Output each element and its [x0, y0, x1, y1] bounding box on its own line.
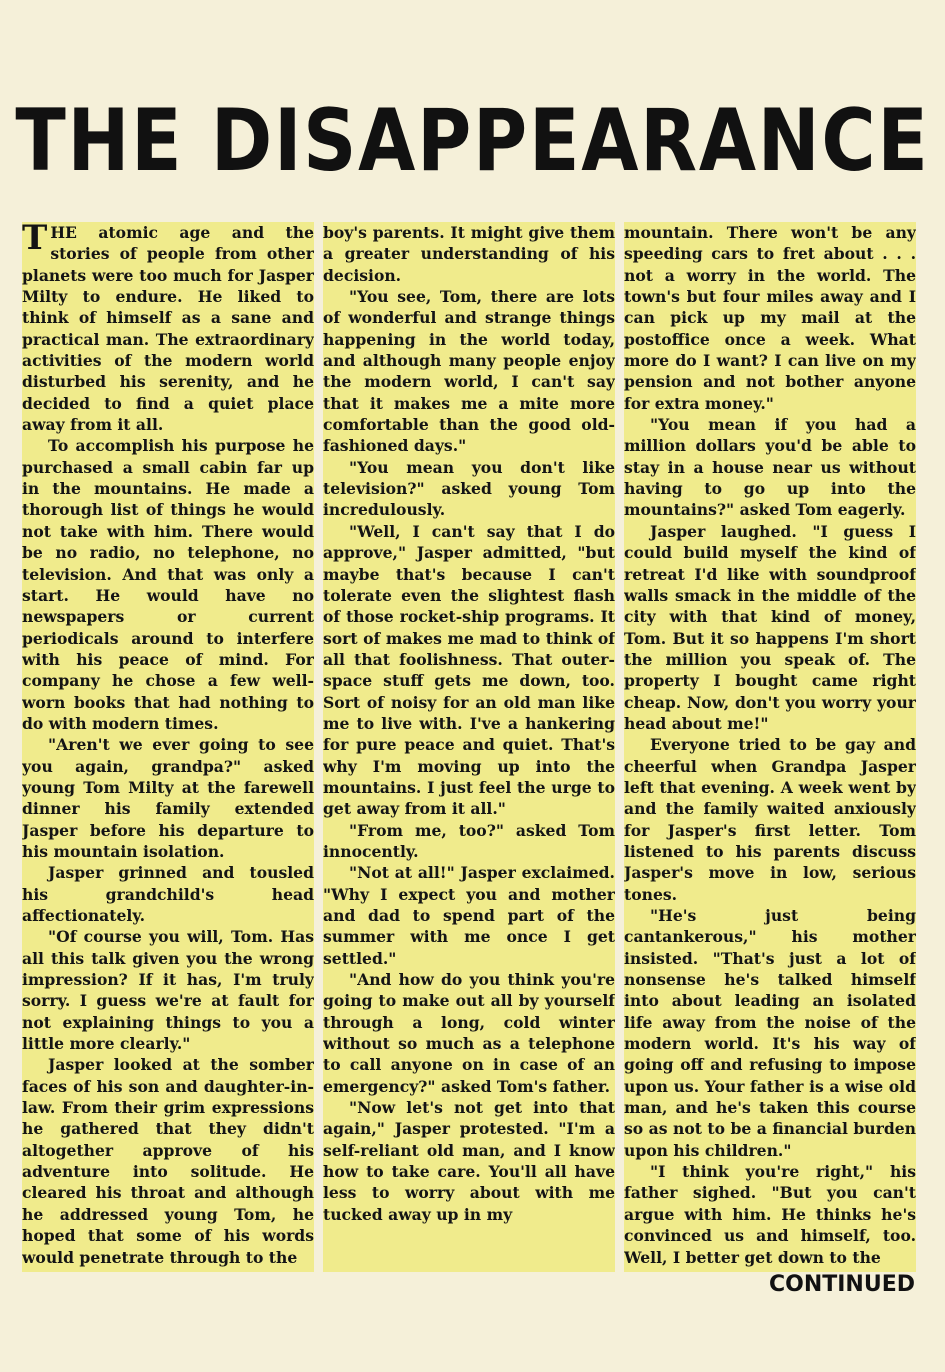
text-column-1 — [22, 222, 314, 1272]
paragraph: Jasper laughed. "I guess I could build myself the kind of retreat I'd like with soundproof walls smack in the middle of the city with that kind of money, Tom. But it so happens I'm short the million you speak of. The property I bought came right cheap. Now, don't you worry your head about me!" — [624, 521, 916, 733]
paragraph: "And how do you think you're going to make out all by yourself through a long, cold winter without so much as a telephone to call anyone on in case of an emergency?" asked Tom's father. — [323, 970, 615, 1096]
paragraph: "Now let's not get into that again," Jasper protested. "I'm a self-reliant old man, and I know how to take care. You'll all have less to worry about with me tucked away up in my — [323, 1098, 615, 1224]
story-title: THE DISAPPEARANCE — [15, 91, 930, 191]
paragraph: To accomplish his purpose he purchased a small cabin far up in the mountains. He made a thorough list of things he would not take with him. There would be no radio, no telephone, no television. And that was only a start. He would have no newspapers or current periodicals around to interfere with his peace of mind. For company he chose a few well-worn books that had nothing to do with modern times. — [22, 436, 314, 733]
paragraph: "You mean if you had a million dollars you'd be able to stay in a house near us without having to go up into the mountains?" asked Tom eagerly. — [624, 415, 916, 520]
paragraph: "Not at all!" Jasper exclaimed. "Why I expect you and mother and dad to spend part of the summer with me once I get settled." — [323, 863, 615, 968]
text-column-2 — [323, 222, 615, 1272]
continued-label: CONTINUED — [768, 1272, 915, 1297]
paragraph: "Of course you will, Tom. Has all this talk given you the wrong impression? If it has, I'm truly sorry. I guess we're at fault for not explaining things to you a little more clearly." — [22, 927, 314, 1054]
text-column-3 — [624, 222, 916, 1272]
paragraph: "From me, too?" asked Tom innocently. — [323, 820, 615, 861]
paragraph: "Aren't we ever going to see you again, grandpa?" asked young Tom Milty at the farewell dinner his family extended Jasper before his departure to his mountain isolation. — [22, 735, 314, 861]
paragraph: Jasper looked at the somber faces of his son and daughter-in-law. From their grim expressions he gathered that they didn't altogether approve of his adventure into solitude. He cleared his throat and although he addressed young Tom, he hoped that some of his words would penetrate through to the — [22, 1055, 314, 1267]
paragraph: "You see, Tom, there are lots of wonderful and strange things happening in the world today, and although many people enjoy the modern world, I can't say that it makes me a mite more comfortable than the good old-fashioned days." — [323, 287, 615, 456]
paragraph: "You mean you don't like television?" asked young Tom incredulously. — [323, 457, 615, 520]
paragraph: mountain. There won't be any speeding cars to fret about . . . not a worry in the world. The town's but four miles away and I can pick up my mail at the postoffice once a week. What more do I want? I can live on my pension and not bother anyone for extra money." — [624, 223, 916, 413]
paragraph: Jasper grinned and tousled his grandchild's head affectionately. — [22, 863, 314, 925]
paragraph: "He's just being cantankerous," his mother insisted. "That's just a lot of nonsense he's talked himself into about leading an isolated life away from the noise of the modern world. It's his way of going off and refusing to impose upon us. Your father is a wise old man, and he's taken this course so as not to be a financial burden upon his children." — [624, 906, 916, 1160]
drop-cap: T — [22, 222, 48, 258]
paragraph: boy's parents. It might give them a greater understanding of his decision. — [323, 223, 615, 285]
paragraph: Everyone tried to be gay and cheerful when Grandpa Jasper left that evening. A week went by and the family waited anxiously for Jasper's first letter. Tom listened to his parents discuss Jasper's move in low, serious tones. — [624, 735, 916, 904]
paragraph: "Well, I can't say that I do approve," Jasper admitted, "but maybe that's because I can't tolerate even the slightest flash of those rocket-ship programs. It sort of makes me mad to think of all that foolishness. That outer-space stuff gets me down, too. Sort of noisy for an old man like me to live with. I've a hankering for pure peace and quiet. That's why I'm moving up into the mountains. I just feel the urge to get away from it all." — [323, 521, 615, 819]
paragraph: "I think you're right," his father sighed. "But you can't argue with him. He thinks he's convinced us and himself, too. Well, I better get down to the — [624, 1162, 916, 1267]
paragraph: THE atomic age and the stories of people from other planets were too much for Jasper Milty to endure. He liked to think of himself as a sane and practical man. The extraordinary activities of the modern world disturbed his serenity, and he decided to find a quiet place away from it all. — [22, 222, 314, 435]
